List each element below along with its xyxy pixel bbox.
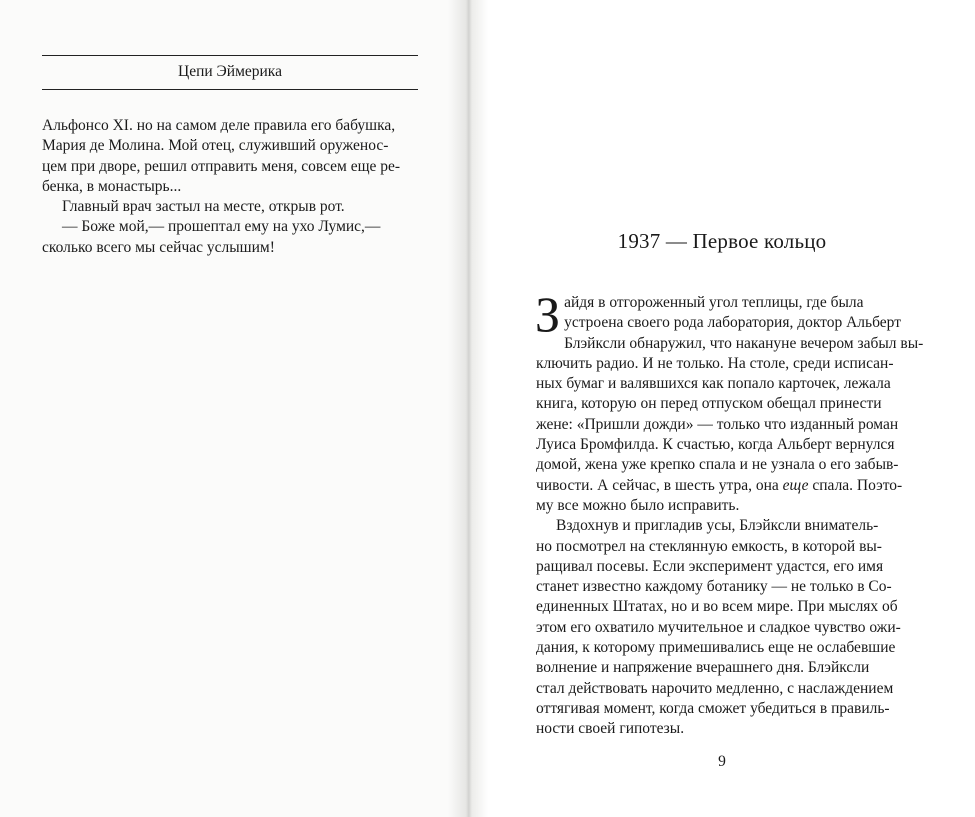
text-line: Вздохнув и пригладив усы, Блэйксли вниматель- bbox=[556, 517, 879, 535]
drop-cap: З bbox=[535, 286, 561, 342]
emphasis-run: еще bbox=[782, 476, 809, 494]
text-line: Главный врач застыл на месте, открыв рот. bbox=[62, 198, 345, 216]
left-page-text bbox=[42, 116, 418, 258]
header-rule-bottom bbox=[42, 89, 418, 90]
book-gutter bbox=[448, 0, 488, 817]
text-line: ности своей гипотезы. bbox=[536, 720, 685, 738]
right-page-text bbox=[535, 286, 924, 740]
text-line: волнение и напряжение вчерашнего дня. Блэйксли bbox=[536, 659, 870, 677]
text-line: Луиса Бромфилда. К счастью, когда Альберт вернулся bbox=[536, 436, 895, 454]
text-line: жене: «Пришли дожди» — только что изданный роман bbox=[536, 415, 899, 433]
text-line: цем при дворе, решил отправить меня, совсем еще ре- bbox=[42, 157, 401, 175]
text-line: му все можно было исправить. bbox=[536, 496, 740, 514]
chapter-title: 1937 — Первое кольцо bbox=[617, 229, 827, 253]
running-head: Цепи Эймерика bbox=[178, 63, 282, 80]
text-line: Блэйксли обнаружил, что накануне вечером забыл вы- bbox=[564, 334, 924, 352]
text-line: Мария де Молина. Мой отец, служивший оруженос- bbox=[42, 137, 389, 155]
text-line: стал действовать нарочито медленно, с наслаждением bbox=[536, 679, 894, 697]
page-number: 9 bbox=[718, 753, 726, 770]
text-line: ных бумаг и валявшихся как попало карточек, лежала bbox=[536, 375, 891, 393]
text-line: ращивал посевы. Если эксперимент удастся, его имя bbox=[536, 557, 884, 575]
text-line: единенных Штатах, но и во всем мире. При мыслях об bbox=[536, 598, 898, 616]
text-line: книга, которую он перед отпуском обещал принести bbox=[536, 395, 882, 413]
text-line: сколько всего мы сейчас услышим! bbox=[42, 238, 275, 256]
text-run: спала. Поэто- bbox=[808, 476, 903, 494]
text-line: станет известно каждому ботанику — не только в Со- bbox=[536, 578, 892, 596]
text-line: но посмотрел на стеклянную емкость, в которой вы- bbox=[536, 537, 882, 555]
text-line: ключить радио. И не только. На столе, среди исписан- bbox=[536, 354, 894, 372]
text-line: устроена своего рода лаборатория, доктор Альберт bbox=[564, 314, 901, 332]
text-run: чивости. А сейчас, в шесть утра, она bbox=[536, 476, 783, 494]
text-line: этом его охватило мучительное и сладкое чувство ожи- bbox=[536, 618, 901, 636]
header-rule-top bbox=[42, 55, 418, 56]
text-line: дания, к которому примешивались еще не ослабевшие bbox=[536, 639, 896, 657]
text-line: домой, жена уже крепко спала и не узнала о его забыв- bbox=[536, 456, 899, 474]
text-line: бенка, в монастырь... bbox=[42, 177, 182, 195]
text-line: Альфонсо XI. но на самом деле правила его бабушка, bbox=[42, 117, 396, 134]
text-line: — Боже мой,— прошептал ему на ухо Лумис,— bbox=[62, 218, 381, 236]
text-line: айдя в отгороженный угол теплицы, где была bbox=[564, 294, 864, 311]
text-line bbox=[536, 476, 908, 496]
text-line: оттягивая момент, когда сможет убедиться в правиль- bbox=[536, 699, 890, 717]
